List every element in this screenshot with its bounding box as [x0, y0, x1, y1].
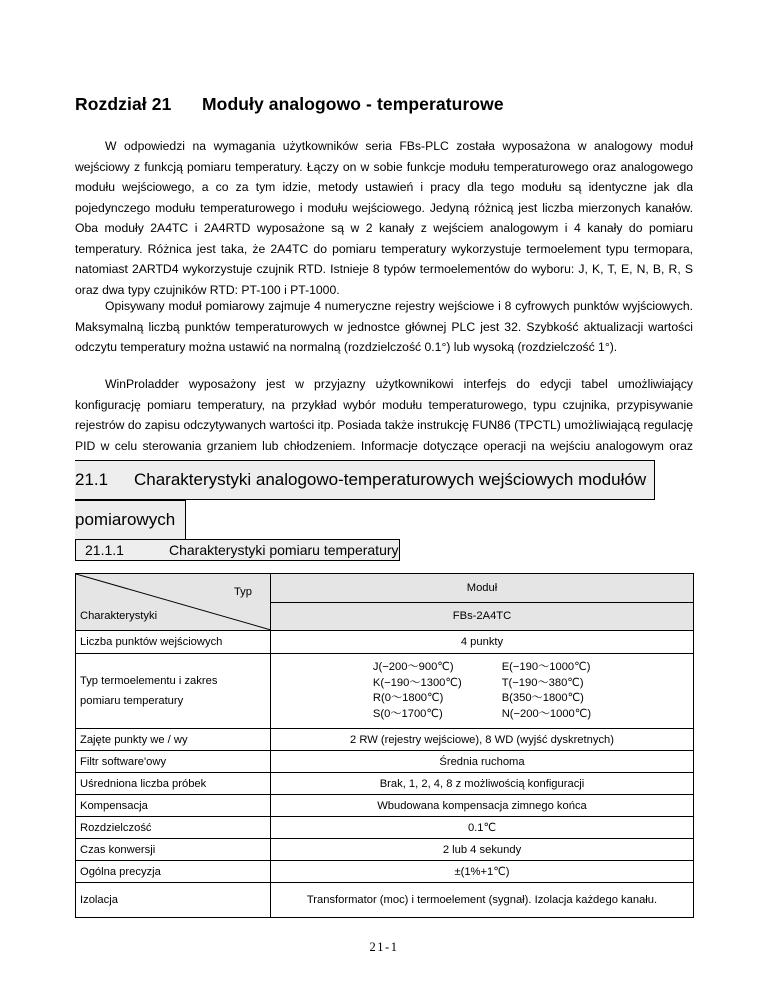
- table-row: [76, 795, 694, 817]
- row-value: 0.1℃: [271, 817, 694, 839]
- table-row: [76, 751, 694, 773]
- row-value: ±(1%+1℃): [271, 861, 694, 883]
- row-value: Brak, 1, 2, 4, 8 z możliwością konfiguracji: [271, 773, 694, 795]
- section-title-line1: Charakterystyki analogowo-temperaturowych wejściowych modułów: [134, 470, 647, 489]
- winproladder-paragraph: WinProladder wyposażony jest w przyjazny użytkownikowi interfejs do edycji tabel umożliwiający konfigurację pomiaru temperatury, na przykład wybór modułu temperaturowego, typu czujnika, przypisywanie rejestrów do zapisu odczytywanych wartości itp. Posiada także instrukcję FUN86 (TPCTL) umożliwiającą regulację PID w celu sterowania grzaniem lub chłodzeniem. Informacje dotyczące operacji na wejściu analogowym oraz: [75, 377, 693, 453]
- row-label: Uśredniona liczba próbek: [76, 773, 271, 795]
- table-row-sensor-types: [76, 654, 694, 729]
- row-label: Kompensacja: [76, 795, 271, 817]
- table-header-row: [76, 574, 694, 603]
- row-value: Wbudowana kompensacja zimnego końca: [271, 795, 694, 817]
- sensor-range: T(−190～380℃): [501, 676, 584, 689]
- spec-table: [75, 573, 694, 918]
- sensor-range: J(−200～900℃): [372, 661, 454, 673]
- sensor-column-left: [373, 660, 462, 722]
- header-typ: Typ: [233, 586, 252, 598]
- sensor-column-right: [502, 660, 591, 722]
- row-value: 2 RW (rejestry wejściowe), 8 WD (wyjść dyskretnych): [271, 729, 694, 751]
- chapter-heading: [75, 94, 504, 115]
- table-row: [76, 861, 694, 883]
- table-row: [76, 883, 694, 918]
- table-row: [76, 817, 694, 839]
- row-value: 4 punkty: [271, 631, 694, 654]
- subsection-title: Charakterystyki pomiaru temperatury: [169, 542, 399, 558]
- row-value: Transformator (moc) i termoelement (sygnał). Izolacja każdego kanału.: [271, 883, 694, 918]
- sensor-label-line2: pomiaru temperatury: [80, 695, 184, 707]
- intro-paragraph: W odpowiedzi na wymagania użytkowników seria FBs-PLC została wyposażona w analogowy moduł wejściowy z funkcją pomiaru temperatury. Łączy on w sobie funkcje modułu temperaturowego oraz analogowego modułu wejściowego, a co za tym idzie, metody ustawień i pracy dla tego modułu są identyczne jak dla pojedynczego modułu temperaturowego i modułu wejściowego. Jedyną różnicą jest liczba mierzonych kanałów. Oba moduły 2A4TC i 2A4RTD wyposażone są w 2 kanały z wejściem analogowym i 4 kanały do pomiaru temperatury. Różnica jest taka, że 2A4TC do pomiaru temperatury wykorzystuje termoelement typu termopara, natomiast 2ARTD4 wykorzystuje czujnik RTD. Istnieje 8 typów termoelementów do wyboru: J, K, T, E, N, B, R, S oraz dwa typy czujników RTD: PT-100 i PT-1000.: [75, 139, 693, 297]
- registers-paragraph: Opisywany moduł pomiarowy zajmuje 4 numeryczne rejestry wejściowe i 8 cyfrowych punktów wyjściowych. Maksymalną liczbą punktów temperaturowych w jednostce głównej PLC jest 32. Szybkość aktualizacji wartości odczytu temperatury można ustawić na normalną (rozdzielczość 0.1°) lub wysoką (rozdzielczość 1°).: [75, 299, 693, 354]
- table-header-diagonal-cell: [76, 574, 271, 631]
- sensor-range: E(−190～1000℃): [501, 661, 591, 673]
- chapter-title: Moduły analogowo - temperaturowe: [202, 94, 504, 114]
- table-row: [76, 773, 694, 795]
- row-label: Rozdzielczość: [76, 817, 271, 839]
- sensor-range: K(−190～1300℃): [372, 676, 462, 689]
- section-heading-line2: [75, 500, 186, 540]
- header-module: Moduł: [271, 574, 694, 603]
- row-label: Ogólna precyzja: [76, 861, 271, 883]
- row-label: Izolacja: [76, 883, 271, 918]
- page-number: 21-1: [369, 940, 399, 954]
- sensor-range: B(350～1800℃): [501, 692, 584, 704]
- section-heading-line1: [75, 460, 655, 500]
- sensor-range: S(0～1700℃): [372, 707, 443, 720]
- sensor-ranges: [271, 654, 694, 729]
- chapter-number: Rozdział 21: [75, 94, 172, 114]
- sensor-label-line1: Typ termoelementu i zakres: [80, 675, 218, 687]
- subsection-number: 21.1.1: [85, 542, 124, 558]
- section-heading: [75, 460, 655, 540]
- row-label: Czas konwersji: [76, 839, 271, 861]
- subsection-heading: [75, 539, 400, 561]
- table-row: [76, 729, 694, 751]
- row-label: Zajęte punkty we / wy: [76, 729, 271, 751]
- sensor-range: R(0～1800℃): [372, 692, 444, 704]
- row-label: [76, 654, 271, 729]
- table-row: [76, 631, 694, 654]
- section-number: 21.1: [75, 470, 109, 489]
- model-name: FBs-2A4TC: [271, 602, 694, 631]
- row-label: Liczba punktów wejściowych: [76, 631, 271, 654]
- header-characteristics: Charakterystyki: [80, 610, 158, 622]
- row-label: Filtr software'owy: [76, 751, 271, 773]
- table-row: [76, 839, 694, 861]
- row-value: 2 lub 4 sekundy: [271, 839, 694, 861]
- section-title-line2: pomiarowych: [75, 510, 176, 529]
- row-value: Średnia ruchoma: [271, 751, 694, 773]
- sensor-range: N(−200～1000℃): [501, 707, 592, 720]
